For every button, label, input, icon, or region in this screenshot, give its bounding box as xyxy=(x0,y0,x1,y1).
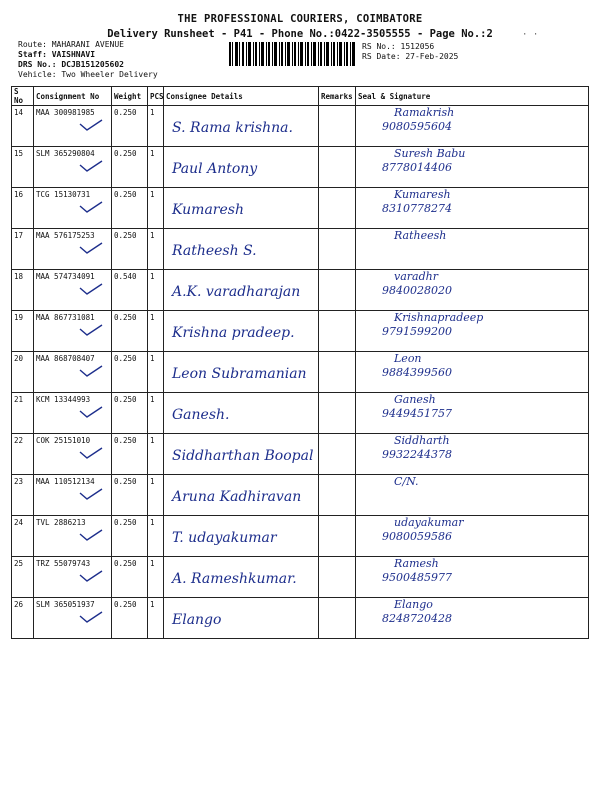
route-text: Route: MAHARANI AVENUE xyxy=(18,40,124,49)
barcode-image xyxy=(229,42,355,66)
consignee-handwriting: A. Rameshkumar. xyxy=(172,571,297,587)
cell-pcs: 1 xyxy=(148,106,164,147)
header-weight: Weight xyxy=(112,87,148,106)
cell-consignee-details xyxy=(164,393,319,434)
cell-weight: 0.250 xyxy=(112,229,148,270)
cell-pcs: 1 xyxy=(148,229,164,270)
cell-consignment-no xyxy=(34,106,112,147)
cell-consignment-no xyxy=(34,475,112,516)
consignment-no-text: TCG 15130731 xyxy=(36,190,91,199)
cell-consignment-no xyxy=(34,516,112,557)
cell-pcs: 1 xyxy=(148,516,164,557)
table-row xyxy=(12,147,589,188)
runsheet-title: Delivery Runsheet - P41 - Phone No.:0422-3505555 - Page No.:2 xyxy=(107,28,493,40)
cell-weight: 0.250 xyxy=(112,557,148,598)
cell-remarks xyxy=(319,352,356,393)
cell-remarks xyxy=(319,229,356,270)
table-row xyxy=(12,516,589,557)
cell-signature xyxy=(356,188,589,229)
cell-consignment-no xyxy=(34,311,112,352)
signature-name: Ramesh xyxy=(394,557,439,570)
signature-phone: 8248720428 xyxy=(382,612,452,625)
cell-consignee-details xyxy=(164,516,319,557)
consignment-no-text: MAA 574734091 xyxy=(36,272,95,281)
table-row xyxy=(12,434,589,475)
cell-remarks xyxy=(319,516,356,557)
cell-consignee-details xyxy=(164,229,319,270)
cell-sno: 21 xyxy=(12,393,34,434)
checkmark-icon xyxy=(78,200,104,214)
cell-pcs: 1 xyxy=(148,557,164,598)
consignment-no-text: MAA 110512134 xyxy=(36,477,95,486)
cell-sno: 20 xyxy=(12,352,34,393)
cell-pcs: 1 xyxy=(148,270,164,311)
signature-name: Ratheesh xyxy=(394,229,447,242)
cell-signature xyxy=(356,475,589,516)
cell-signature xyxy=(356,516,589,557)
signature-name: Suresh Babu xyxy=(394,147,466,160)
cell-weight: 0.250 xyxy=(112,188,148,229)
cell-remarks xyxy=(319,598,356,639)
signature-phone: 9500485977 xyxy=(382,571,452,584)
runsheet-table xyxy=(11,86,589,639)
cell-consignment-no xyxy=(34,229,112,270)
signature-name: Elango xyxy=(394,598,433,611)
signature-name: Ganesh xyxy=(394,393,436,406)
cell-weight: 0.250 xyxy=(112,352,148,393)
vehicle-text: Vehicle: Two Wheeler Delivery xyxy=(18,70,158,79)
consignment-no-text: MAA 868708407 xyxy=(36,354,95,363)
meta-left xyxy=(18,40,158,80)
cell-consignment-no xyxy=(34,147,112,188)
cell-consignee-details xyxy=(164,557,319,598)
cell-pcs: 1 xyxy=(148,352,164,393)
table-row xyxy=(12,598,589,639)
cell-remarks xyxy=(319,106,356,147)
cell-weight: 0.250 xyxy=(112,434,148,475)
table-header-row xyxy=(12,87,589,106)
consignment-no-text: SLM 365290804 xyxy=(36,149,95,158)
consignment-no-text: TVL 2886213 xyxy=(36,518,86,527)
cell-weight: 0.540 xyxy=(112,270,148,311)
checkmark-icon xyxy=(78,364,104,378)
consignee-handwriting: Paul Antony xyxy=(172,161,258,177)
company-title: THE PROFESSIONAL COURIERS, COIMBATORE xyxy=(177,13,423,25)
cell-consignment-no xyxy=(34,270,112,311)
meta-right xyxy=(362,42,458,62)
cell-remarks xyxy=(319,311,356,352)
consignment-no-text: TRZ 55079743 xyxy=(36,559,91,568)
table-row xyxy=(12,557,589,598)
checkmark-icon xyxy=(78,159,104,173)
signature-name: Kumaresh xyxy=(394,188,451,201)
cell-sno: 23 xyxy=(12,475,34,516)
consignment-no-text: KCM 13344993 xyxy=(36,395,91,404)
cell-pcs: 1 xyxy=(148,434,164,475)
cell-pcs: 1 xyxy=(148,188,164,229)
drs-text: DRS No.: DCJB151205602 xyxy=(18,60,124,69)
header-consignee: Consignee Details xyxy=(164,87,319,106)
consignee-handwriting: Leon Subramanian xyxy=(172,366,307,382)
table-row xyxy=(12,352,589,393)
header-sno: S No xyxy=(12,87,34,106)
header-pcs: PCS xyxy=(148,87,164,106)
cell-signature xyxy=(356,352,589,393)
signature-phone: 9932244378 xyxy=(382,448,452,461)
header-remarks: Remarks xyxy=(319,87,356,106)
cell-remarks xyxy=(319,557,356,598)
table-row xyxy=(12,475,589,516)
cell-signature xyxy=(356,557,589,598)
cell-weight: 0.250 xyxy=(112,516,148,557)
signature-phone: 9449451757 xyxy=(382,407,452,420)
checkmark-icon xyxy=(78,405,104,419)
signature-name: udayakumar xyxy=(394,516,464,529)
cell-sno: 15 xyxy=(12,147,34,188)
cell-consignment-no xyxy=(34,393,112,434)
signature-phone: 8778014406 xyxy=(382,161,452,174)
table-row xyxy=(12,311,589,352)
cell-consignee-details xyxy=(164,434,319,475)
signature-name: Leon xyxy=(394,352,422,365)
consignee-handwriting: Siddharthan Boopal xyxy=(172,448,314,464)
signature-phone: 9884399560 xyxy=(382,366,452,379)
consignee-handwriting: Elango xyxy=(172,612,222,628)
checkmark-icon xyxy=(78,528,104,542)
consignee-handwriting: S. Rama krishna. xyxy=(172,120,293,136)
cell-remarks xyxy=(319,434,356,475)
cell-sno: 22 xyxy=(12,434,34,475)
checkmark-icon xyxy=(78,610,104,624)
cell-consignee-details xyxy=(164,106,319,147)
cell-sno: 14 xyxy=(12,106,34,147)
cell-sno: 16 xyxy=(12,188,34,229)
consignee-handwriting: T. udayakumar xyxy=(172,530,277,546)
rs-no-text: RS No.: 1512056 xyxy=(362,42,435,51)
consignee-handwriting: A.K. varadharajan xyxy=(172,284,301,300)
header-consignment: Consignment No xyxy=(34,87,112,106)
cell-signature xyxy=(356,229,589,270)
consignment-no-text: MAA 867731081 xyxy=(36,313,95,322)
checkmark-icon xyxy=(78,282,104,296)
cell-consignee-details xyxy=(164,475,319,516)
cell-remarks xyxy=(319,147,356,188)
table-row xyxy=(12,106,589,147)
cell-pcs: 1 xyxy=(148,598,164,639)
consignment-no-text: SLM 365051937 xyxy=(36,600,95,609)
cell-remarks xyxy=(319,475,356,516)
signature-phone: 8310778274 xyxy=(382,202,452,215)
signature-name: Krishnapradeep xyxy=(394,311,484,324)
cell-signature xyxy=(356,270,589,311)
consignee-handwriting: Aruna Kadhiravan xyxy=(172,489,302,505)
cell-consignee-details xyxy=(164,147,319,188)
cell-sno: 24 xyxy=(12,516,34,557)
cell-consignment-no xyxy=(34,557,112,598)
header-signature: Seal & Signature xyxy=(356,87,589,106)
consignee-handwriting: Ratheesh S. xyxy=(172,243,257,259)
cell-weight: 0.250 xyxy=(112,393,148,434)
cell-remarks xyxy=(319,270,356,311)
margin-marks: · · xyxy=(522,30,539,40)
signature-phone: 9840028020 xyxy=(382,284,452,297)
cell-weight: 0.250 xyxy=(112,106,148,147)
checkmark-icon xyxy=(78,241,104,255)
table-row xyxy=(12,270,589,311)
cell-consignment-no xyxy=(34,434,112,475)
signature-phone: 9080059586 xyxy=(382,530,452,543)
cell-weight: 0.250 xyxy=(112,598,148,639)
cell-consignee-details xyxy=(164,311,319,352)
cell-sno: 17 xyxy=(12,229,34,270)
cell-signature xyxy=(356,147,589,188)
table-row xyxy=(12,393,589,434)
cell-signature xyxy=(356,106,589,147)
consignment-no-text: MAA 576175253 xyxy=(36,231,95,240)
cell-weight: 0.250 xyxy=(112,311,148,352)
consignee-handwriting: Krishna pradeep. xyxy=(172,325,295,341)
cell-consignment-no xyxy=(34,352,112,393)
consignee-handwriting: Ganesh. xyxy=(172,407,230,423)
signature-phone: 9080595604 xyxy=(382,120,452,133)
cell-signature xyxy=(356,393,589,434)
cell-sno: 19 xyxy=(12,311,34,352)
signature-name: Ramakrish xyxy=(394,106,455,119)
checkmark-icon xyxy=(78,487,104,501)
cell-consignee-details xyxy=(164,188,319,229)
rs-date-text: RS Date: 27-Feb-2025 xyxy=(362,52,459,61)
staff-text: Staff: VAISHNAVI xyxy=(18,50,96,59)
consignee-handwriting: Kumaresh xyxy=(172,202,244,218)
cell-consignee-details xyxy=(164,352,319,393)
signature-name: Siddharth xyxy=(394,434,450,447)
cell-remarks xyxy=(319,393,356,434)
cell-sno: 25 xyxy=(12,557,34,598)
cell-remarks xyxy=(319,188,356,229)
cell-pcs: 1 xyxy=(148,311,164,352)
cell-consignment-no xyxy=(34,188,112,229)
cell-sno: 26 xyxy=(12,598,34,639)
cell-consignment-no xyxy=(34,598,112,639)
cell-signature xyxy=(356,311,589,352)
cell-consignee-details xyxy=(164,598,319,639)
cell-weight: 0.250 xyxy=(112,147,148,188)
checkmark-icon xyxy=(78,323,104,337)
cell-weight: 0.250 xyxy=(112,475,148,516)
signature-phone: 9791599200 xyxy=(382,325,452,338)
consignment-no-text: MAA 300981985 xyxy=(36,108,95,117)
table-row xyxy=(12,188,589,229)
signature-name: C/N. xyxy=(394,475,419,488)
table-row xyxy=(12,229,589,270)
cell-sno: 18 xyxy=(12,270,34,311)
checkmark-icon xyxy=(78,446,104,460)
checkmark-icon xyxy=(78,569,104,583)
cell-pcs: 1 xyxy=(148,147,164,188)
cell-pcs: 1 xyxy=(148,475,164,516)
cell-signature xyxy=(356,434,589,475)
cell-signature xyxy=(356,598,589,639)
signature-name: varadhr xyxy=(394,270,438,283)
cell-pcs: 1 xyxy=(148,393,164,434)
consignment-no-text: COK 25151010 xyxy=(36,436,91,445)
cell-consignee-details xyxy=(164,270,319,311)
checkmark-icon xyxy=(78,118,104,132)
